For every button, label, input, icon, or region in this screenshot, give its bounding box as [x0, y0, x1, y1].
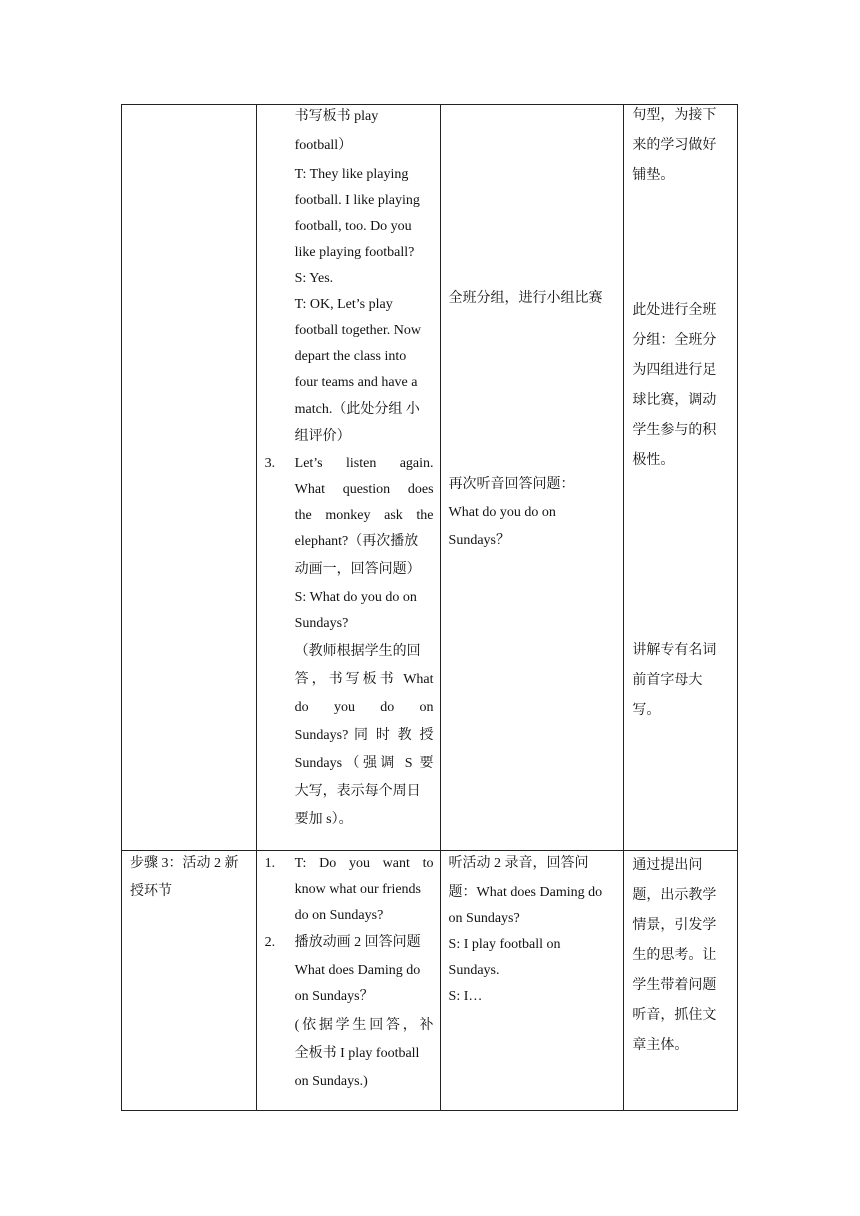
note-line: 答，书写板书 What: [294, 672, 434, 687]
stage-cell: [122, 851, 257, 1111]
purpose-line: 情景，引发学: [632, 918, 717, 933]
purpose-line: 为四组进行足: [632, 363, 717, 378]
student-activity-cell: [440, 851, 624, 1111]
student-line: 听活动 2 录音，回答问: [448, 856, 589, 871]
item-line: do on Sundays?: [294, 908, 384, 923]
teacher-activity-cell: [256, 105, 440, 851]
note-line: do you do on: [294, 700, 434, 715]
item-line: What question does: [294, 482, 434, 497]
listen-line: What do you do on: [448, 505, 556, 520]
purpose-line: 题，出示教学: [632, 888, 717, 903]
note-line: 大写，表示每个周日: [294, 784, 421, 799]
teacher-activity-cell: [256, 851, 440, 1111]
item-line: What does Daming do: [294, 963, 421, 978]
student-line: S: I play football on: [448, 937, 561, 952]
answer-line: Sundays?: [294, 616, 349, 631]
note-line: 全板书 I play football: [294, 1046, 420, 1061]
item-line: T: Do you want to: [294, 856, 434, 871]
purpose-line: 章主体。: [632, 1038, 689, 1053]
item-line: on Sundays？: [294, 989, 374, 1004]
note-line: 要加 s）。: [294, 812, 353, 827]
table-row: [122, 851, 738, 1111]
purpose-line: 极性。: [632, 453, 675, 468]
lead-line: 书写板书 play: [294, 109, 379, 124]
design-purpose-cell: [624, 851, 738, 1111]
lead-line: football）: [294, 138, 353, 153]
purpose-line: 球比赛，调动: [632, 393, 717, 408]
item-line: know what our friends: [294, 882, 422, 897]
design-purpose-cell: [624, 105, 738, 851]
dialog-line: like playing football?: [294, 245, 415, 260]
dialog-line: four teams and have a: [294, 375, 418, 390]
purpose-line: 通过提出问: [632, 858, 703, 873]
item-line: the monkey ask the: [294, 508, 434, 523]
item-line: elephant?（再次播放: [294, 534, 419, 549]
purpose-line: 学生参与的积: [632, 423, 717, 438]
dialog-line: S: Yes.: [294, 271, 334, 286]
purpose-line: 写。: [632, 703, 661, 718]
note-line: Sundays（强调 S 要: [294, 756, 434, 771]
purpose-line: 句型，为接下: [632, 108, 717, 123]
purpose-line: 此处进行全班: [632, 303, 717, 318]
listen-line: Sundays？: [448, 533, 510, 548]
dialog-line: depart the class into: [294, 349, 407, 364]
purpose-line: 听音，抓住文: [632, 1008, 717, 1023]
student-line: Sundays.: [448, 963, 500, 978]
dialog-line: T: OK, Let’s play: [294, 297, 393, 312]
purpose-line: 来的学习做好: [632, 138, 717, 153]
stage-cell: [122, 105, 257, 851]
item-number: 2.: [264, 935, 276, 950]
dialog-line: 组评价）: [294, 429, 351, 444]
lesson-plan-table: [121, 104, 738, 1111]
purpose-line: 前首字母大: [632, 673, 703, 688]
dialog-line: T: They like playing: [294, 167, 409, 182]
purpose-line: 铺垫。: [632, 168, 675, 183]
item-line: 动画一，回答问题）: [294, 562, 421, 577]
note-line: Sundays? 同 时 教 授: [294, 728, 434, 743]
student-line: on Sundays?: [448, 911, 520, 926]
dialog-line: football together. Now: [294, 323, 422, 338]
student-activity-cell: [440, 105, 624, 851]
student-line: 题：What does Daming do: [448, 885, 603, 900]
item-line: 播放动画 2 回答问题: [294, 935, 421, 950]
student-line: S: I…: [448, 989, 483, 1004]
note-line: on Sundays.): [294, 1074, 368, 1089]
table-row: [122, 105, 738, 851]
answer-line: S: What do you do on: [294, 590, 417, 605]
purpose-line: 讲解专有名词: [632, 643, 717, 658]
dialog-line: match.（此处分组 小: [294, 402, 420, 417]
item-line: Let’s listen again.: [294, 456, 434, 471]
listen-line: 再次听音回答问题：: [448, 477, 575, 492]
group-text: 全班分组，进行小组比赛: [448, 291, 603, 306]
stage-line: 步骤 3：活动 2 新: [130, 856, 239, 871]
dialog-line: football. I like playing: [294, 193, 420, 208]
note-line: （教师根据学生的回: [294, 644, 421, 659]
purpose-line: 生的思考。让: [632, 948, 717, 963]
purpose-line: 学生带着问题: [632, 978, 717, 993]
stage-line: 授环节: [130, 884, 172, 899]
note-line: (依据学生回答，补: [294, 1018, 434, 1033]
purpose-line: 分组：全班分: [632, 333, 717, 348]
dialog-line: football, too. Do you: [294, 219, 412, 234]
item-number: 1.: [264, 856, 276, 871]
item-number: 3.: [264, 456, 276, 471]
